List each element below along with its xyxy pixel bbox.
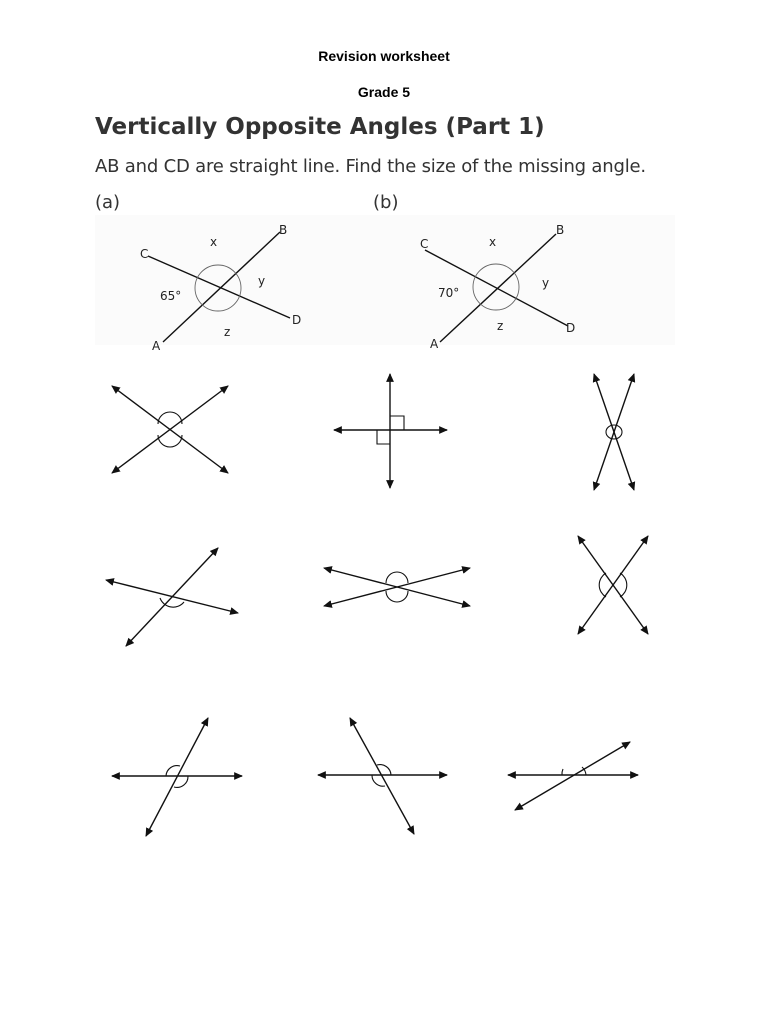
example-b-group bbox=[420, 223, 575, 351]
exercise-2 bbox=[334, 374, 447, 488]
point-d-label: D bbox=[566, 321, 576, 335]
point-c-label: C bbox=[420, 237, 429, 251]
exercise-9 bbox=[508, 742, 638, 810]
angle-x-label: x bbox=[210, 235, 218, 249]
exercise-6 bbox=[578, 536, 648, 634]
exercise-7 bbox=[112, 718, 242, 836]
worksheet-title: Revision worksheet bbox=[318, 48, 450, 64]
exercise-1 bbox=[112, 386, 228, 473]
given-angle-label: 65° bbox=[160, 289, 182, 303]
angle-x-label: x bbox=[489, 235, 497, 249]
angle-y-label: y bbox=[542, 276, 550, 290]
point-b-label: B bbox=[279, 223, 288, 237]
point-a-label: A bbox=[152, 339, 161, 353]
angle-z-label: z bbox=[497, 319, 504, 333]
angle-z-label: z bbox=[224, 325, 231, 339]
section-title: Vertically Opposite Angles (Part 1) bbox=[95, 114, 545, 140]
part-b-label: (b) bbox=[373, 192, 399, 213]
point-c-label: C bbox=[140, 247, 149, 261]
grade-label: Grade 5 bbox=[357, 84, 411, 100]
given-angle-label: 70° bbox=[438, 286, 460, 300]
point-a-label: A bbox=[430, 337, 439, 351]
angle-circle bbox=[195, 265, 241, 311]
exercise-4 bbox=[106, 548, 238, 646]
exercise-5 bbox=[324, 568, 470, 606]
instruction-text: AB and CD are straight line. Find the size of the missing angle. bbox=[95, 156, 646, 177]
angle-y-label: y bbox=[258, 274, 266, 288]
point-b-label: B bbox=[556, 223, 565, 237]
exercise-8 bbox=[318, 718, 447, 834]
exercise-3 bbox=[594, 374, 634, 490]
example-a-group bbox=[140, 223, 301, 353]
part-a-label: (a) bbox=[95, 192, 121, 213]
point-d-label: D bbox=[292, 313, 302, 327]
